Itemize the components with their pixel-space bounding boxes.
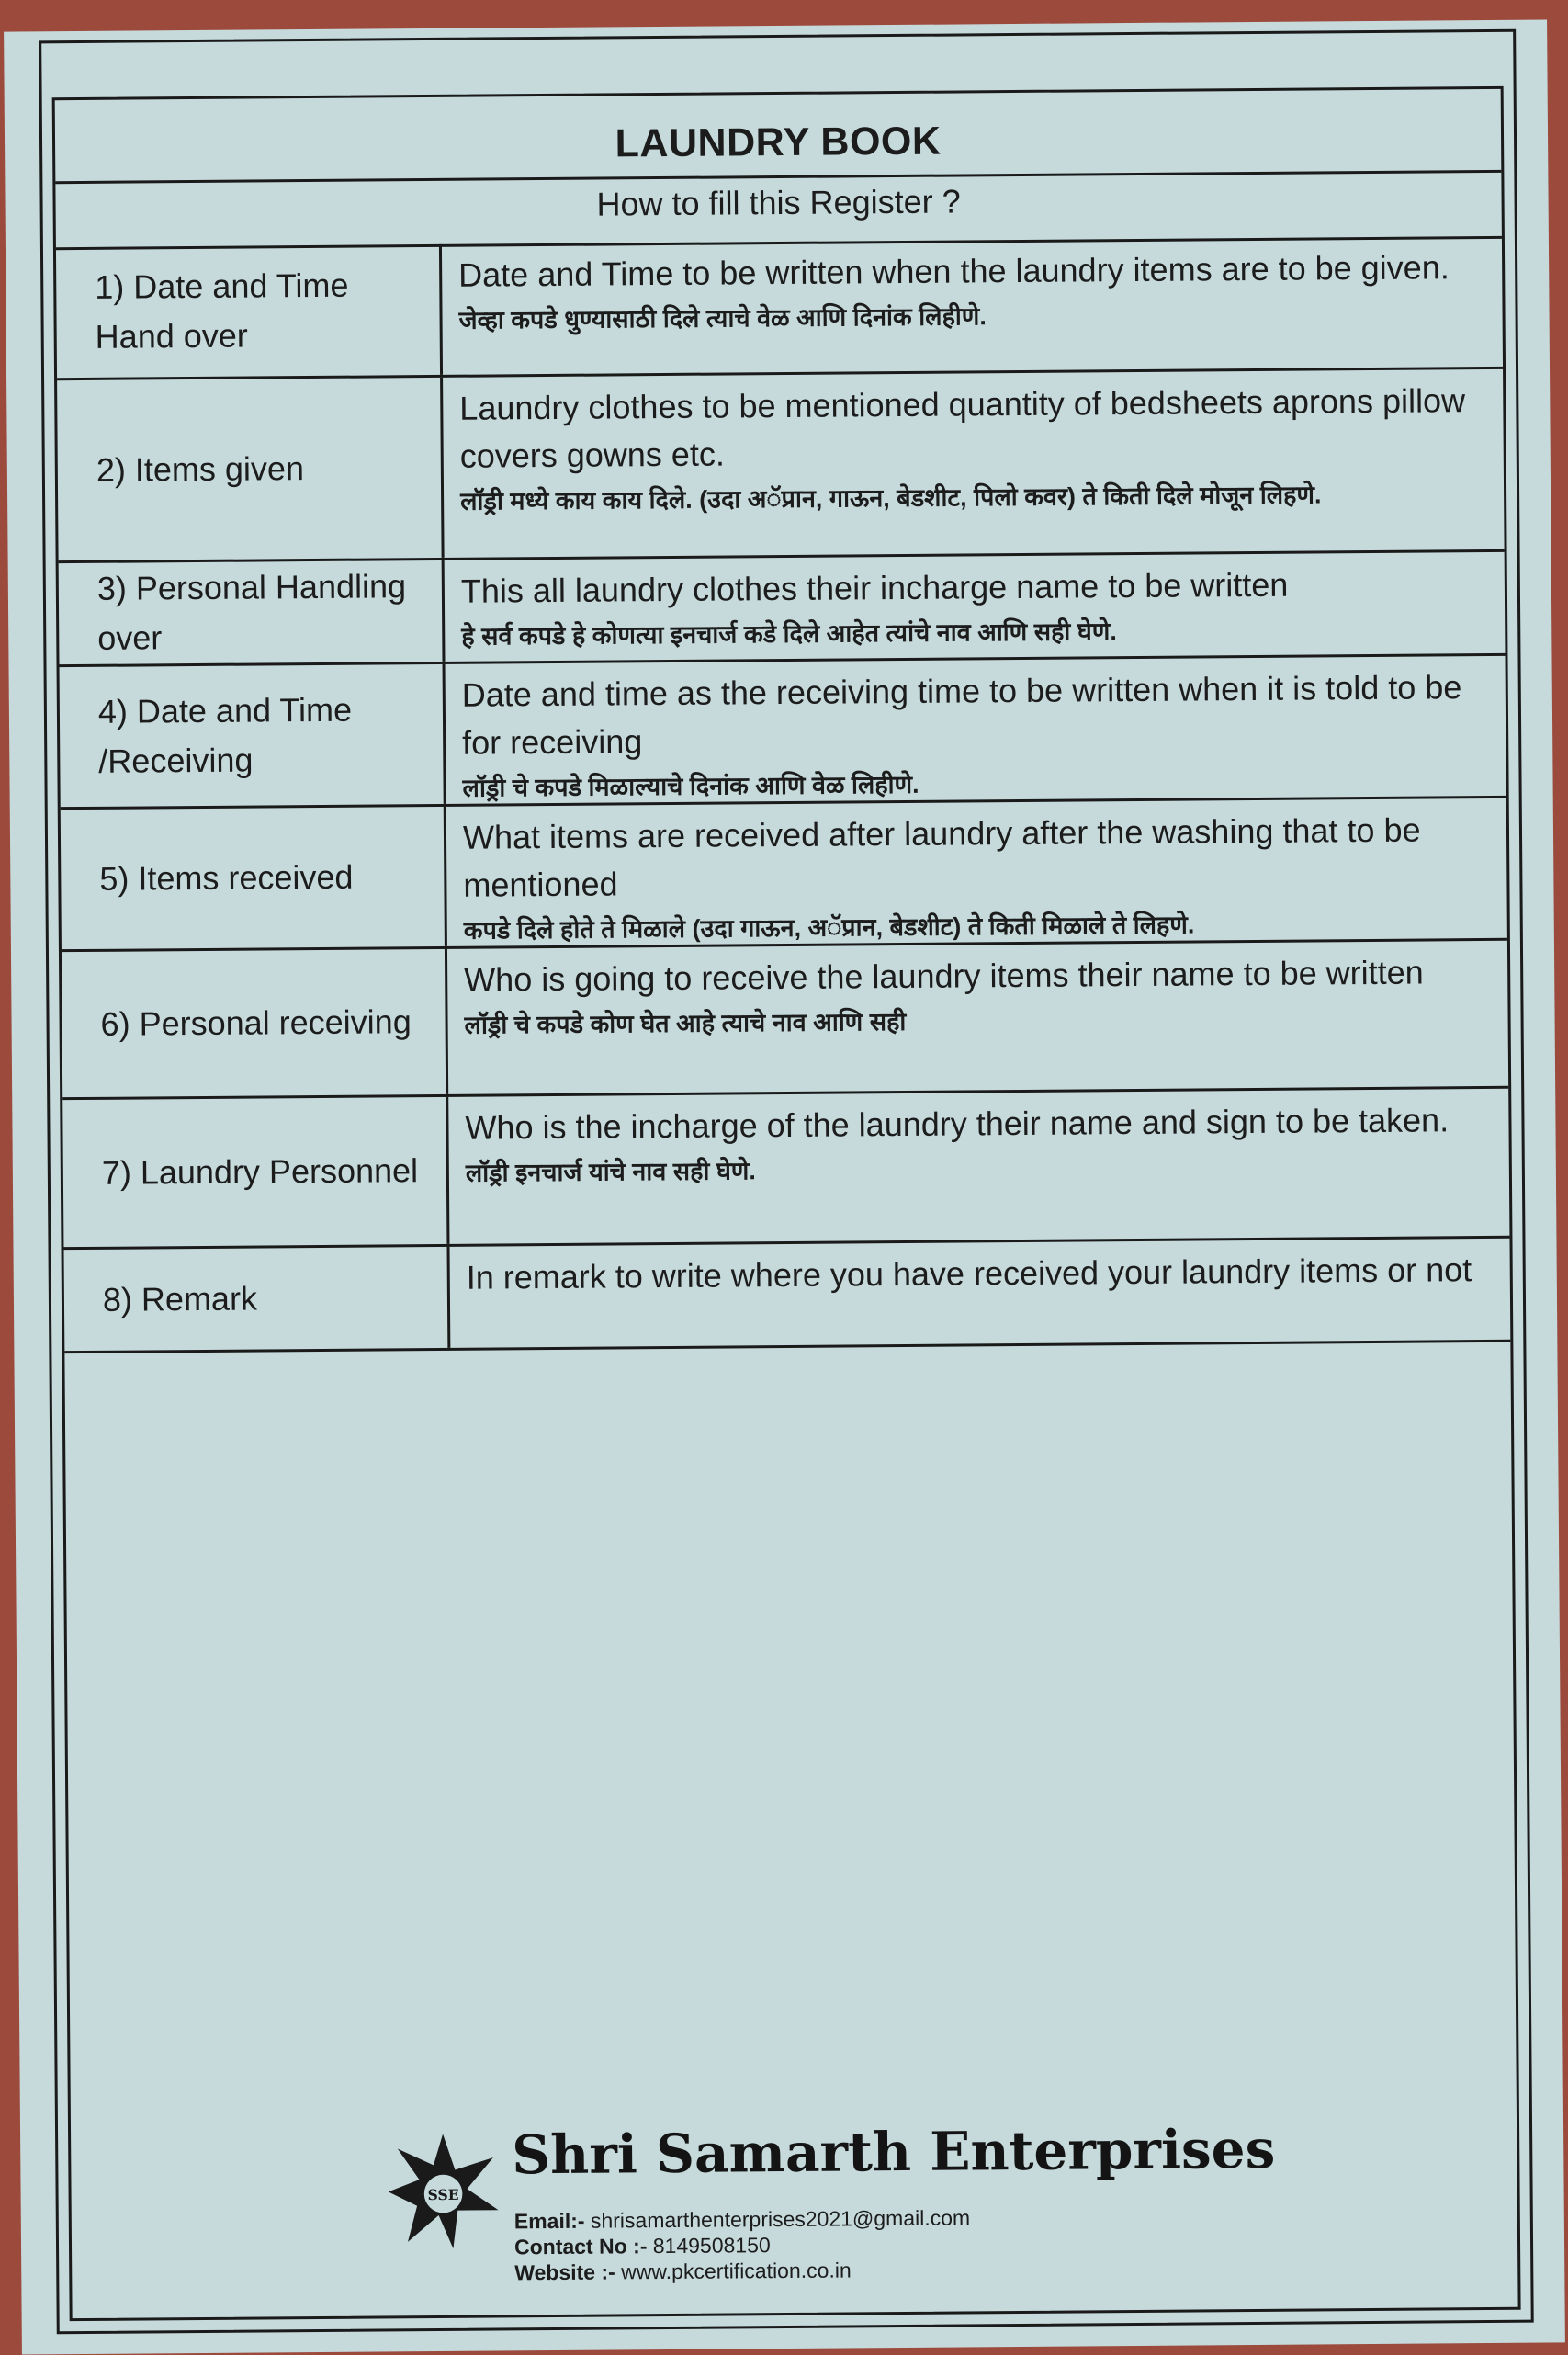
- email-label: Email:-: [513, 2208, 585, 2234]
- logo-letters: SSE: [427, 2185, 459, 2204]
- website-value: www.pkcertification.co.in: [621, 2258, 852, 2284]
- marathi-text: कपडे दिले होते ते मिळाले (उदा गाऊन, अॅप्रान, बेडशीट) ते किती मिळाले ते लिहणे.: [463, 911, 1195, 945]
- row-description: [446, 656, 1506, 804]
- row-label: 3) Personal Handling over: [59, 560, 446, 664]
- english-text: Who is going to receive the laundry items their name to be written: [464, 953, 1424, 999]
- header: [55, 89, 1502, 250]
- row-label: 4) Date and Time /Receiving: [60, 664, 446, 807]
- marathi-text: लॉड्री मध्ये काय काय दिले. (उदा अॅप्रान, गाऊन, बेडशीट, पिलो कवर) ते किती दिले मोजून लिहणे.: [460, 481, 1322, 516]
- english-text: Laundry clothes to be mentioned quantity of bedsheets aprons pillow covers gowns etc.: [459, 381, 1466, 475]
- english-text: Who is the incharge of the laundry their name and sign to be taken.: [465, 1101, 1450, 1147]
- email-line: [514, 2204, 971, 2234]
- table-row: [62, 941, 1508, 1100]
- marathi-text: जेव्हा कपडे धुण्यासाठी दिले त्याचे वेळ आणि दिनांक लिहीणे.: [458, 302, 987, 334]
- phone-line: [514, 2230, 971, 2259]
- row-description: [445, 552, 1506, 662]
- table-row: [59, 552, 1506, 667]
- row-label: 6) Personal receiving: [62, 949, 448, 1097]
- page-title: LAUNDRY BOOK: [615, 119, 942, 166]
- company-name: Shri Samarth Enterprises: [511, 2117, 1276, 2187]
- table-row: [60, 656, 1506, 810]
- page-subtitle: How to fill this Register ?: [596, 182, 961, 223]
- row-label: 2) Items given: [57, 378, 445, 560]
- website-label: Website :-: [514, 2259, 615, 2285]
- english-text: Date and time as the receiving time to be written when it is told to be for receiving: [461, 668, 1462, 762]
- row-label: 8) Remark: [64, 1247, 451, 1351]
- contact-label: Contact No :-: [513, 2234, 648, 2259]
- table-row: [64, 1239, 1511, 1353]
- table-row: [61, 798, 1507, 952]
- row-description: [443, 369, 1505, 558]
- company-logo-icon: [383, 2131, 503, 2251]
- register-page: [4, 19, 1565, 2354]
- row-description: [447, 941, 1508, 1094]
- table-row: [56, 236, 1503, 380]
- marathi-text: लॉड्री चे कपडे कोण घेत आहे त्याचे नाव आणि सही: [464, 1008, 907, 1039]
- instruction-frame: [52, 86, 1521, 2321]
- row-description: [446, 798, 1507, 946]
- english-text: What items are received after laundry after the washing that to be mentioned: [462, 810, 1421, 904]
- row-label: 1) Date and Time Hand over: [56, 244, 443, 378]
- email-value: shrisamarthenterprises2021@gmail.com: [590, 2205, 971, 2233]
- row-label: 5) Items received: [61, 807, 447, 949]
- contact-value: 8149508150: [652, 2233, 771, 2259]
- marathi-text: हे सर्व कपडे हे कोणत्या इनचार्ज कडे दिले आहेत त्यांचे नाव आणि सही घेणे.: [461, 617, 1117, 651]
- row-description: [442, 236, 1503, 375]
- english-text: In remark to write where you have received your laundry items or not: [466, 1251, 1472, 1296]
- english-text: This all laundry clothes their incharge name to be written: [460, 565, 1289, 610]
- marathi-text: लॉड्री चे कपडे मिळाल्याचे दिनांक आणि वेळ लिहीणे.: [462, 771, 919, 803]
- instruction-table: [56, 236, 1510, 1353]
- contact-block: [514, 2204, 971, 2285]
- row-label: 7) Laundry Personnel: [62, 1097, 449, 1247]
- marathi-text: लॉड्री इनचार्ज यांचे नाव सही घेणे.: [465, 1157, 756, 1187]
- row-description: [449, 1239, 1510, 1348]
- company-footer: [383, 2117, 1394, 2300]
- table-row: [57, 369, 1505, 563]
- website-line: [514, 2256, 971, 2285]
- english-text: Date and Time to be written when the laundry items are to be given.: [458, 248, 1450, 294]
- table-row: [62, 1089, 1509, 1250]
- row-description: [448, 1089, 1509, 1244]
